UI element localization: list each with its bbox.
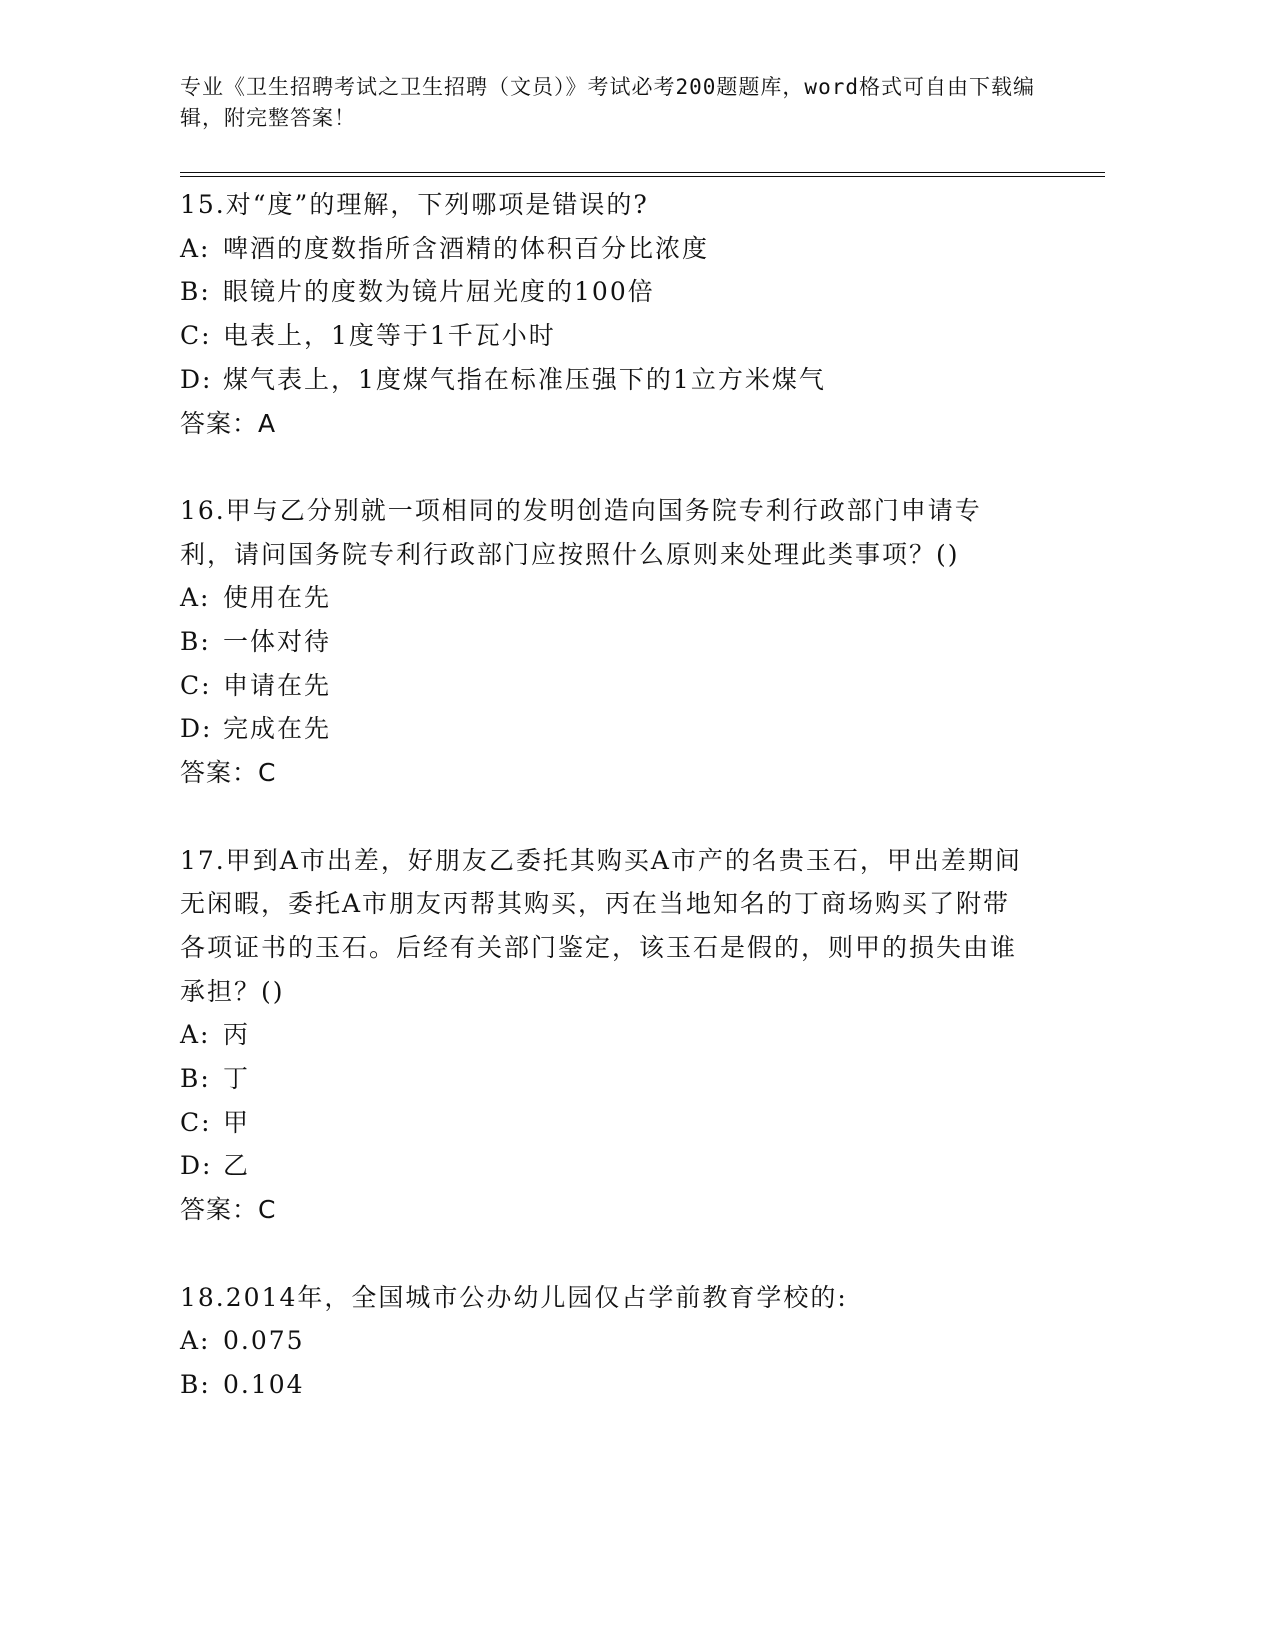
option-a — [180, 576, 1030, 620]
header-rule-bottom — [180, 176, 1105, 177]
option-text: 一体对待 — [223, 627, 332, 657]
option-a — [180, 227, 1030, 271]
document-header: 专业《卫生招聘考试之卫生招聘（文员）》考试必考200题题库，word格式可自由下载编辑，附完整答案！ — [180, 75, 1035, 130]
option-letter: D: — [180, 714, 213, 744]
question-18 — [180, 1276, 1030, 1407]
option-d — [180, 707, 1030, 751]
option-text: 甲 — [223, 1107, 251, 1137]
option-b — [180, 1363, 1030, 1407]
option-text: 煤气表上，1度煤气指在标准压强下的1立方米煤气 — [223, 364, 826, 394]
answer-line: 答案：C — [180, 1195, 277, 1225]
option-text: 啤酒的度数指所含酒精的体积百分比浓度 — [223, 233, 710, 263]
question-15 — [180, 183, 1030, 445]
question-title: 15.对“度”的理解，下列哪项是错误的? — [180, 190, 649, 219]
option-text: 0.075 — [223, 1326, 305, 1356]
option-letter: D: — [180, 364, 213, 394]
option-a — [180, 1319, 1030, 1363]
option-text: 丁 — [223, 1064, 251, 1094]
option-text: 电表上，1度等于1千瓦小时 — [223, 321, 556, 351]
option-b — [180, 1057, 1030, 1101]
question-title: 18.2014年，全国城市公办幼儿园仅占学前教育学校的: — [180, 1282, 848, 1312]
option-letter: A: — [180, 583, 211, 613]
header-rule-top — [180, 172, 1105, 173]
option-c — [180, 664, 1030, 708]
question-17 — [180, 839, 1030, 1232]
option-text: 申请在先 — [223, 670, 332, 700]
answer-line: 答案：C — [180, 758, 277, 788]
question-list — [180, 183, 1030, 1407]
option-c — [180, 1101, 1030, 1145]
option-letter: D: — [180, 1151, 213, 1181]
option-text: 眼镜片的度数为镜片屈光度的100倍 — [223, 277, 655, 307]
option-d — [180, 358, 1030, 402]
option-text: 使用在先 — [223, 583, 332, 613]
option-a — [180, 1013, 1030, 1057]
option-d — [180, 1144, 1030, 1188]
option-letter: B: — [180, 627, 211, 657]
option-text: 乙 — [223, 1151, 251, 1181]
option-text: 丙 — [223, 1020, 251, 1050]
option-letter: B: — [180, 1369, 211, 1399]
option-text: 完成在先 — [223, 714, 332, 744]
option-letter: A: — [180, 233, 211, 263]
question-16 — [180, 489, 1030, 795]
option-letter: A: — [180, 1020, 211, 1050]
question-title: 16.甲与乙分别就一项相同的发明创造向国务院专利行政部门申请专利，请问国务院专利行政部门应按照什么原则来处理此类事项？() — [180, 495, 982, 569]
option-text: 0.104 — [223, 1369, 305, 1399]
option-letter: A: — [180, 1326, 211, 1356]
option-letter: C: — [180, 321, 212, 351]
option-letter: B: — [180, 277, 211, 307]
answer-line: 答案：A — [180, 408, 277, 438]
option-b — [180, 620, 1030, 664]
question-title: 17.甲到A市出差，好朋友乙委托其购买A市产的名贵玉石，甲出差期间无闲暇，委托A市朋友丙帮其购买，丙在当地知名的丁商场购买了附带各项证书的玉石。后经有关部门鉴定，该玉石是假的，则甲的损失由谁承担？() — [180, 845, 1022, 1006]
option-letter: C: — [180, 670, 212, 700]
option-letter: B: — [180, 1064, 211, 1094]
option-b — [180, 270, 1030, 314]
option-letter: C: — [180, 1107, 212, 1137]
option-c — [180, 314, 1030, 358]
